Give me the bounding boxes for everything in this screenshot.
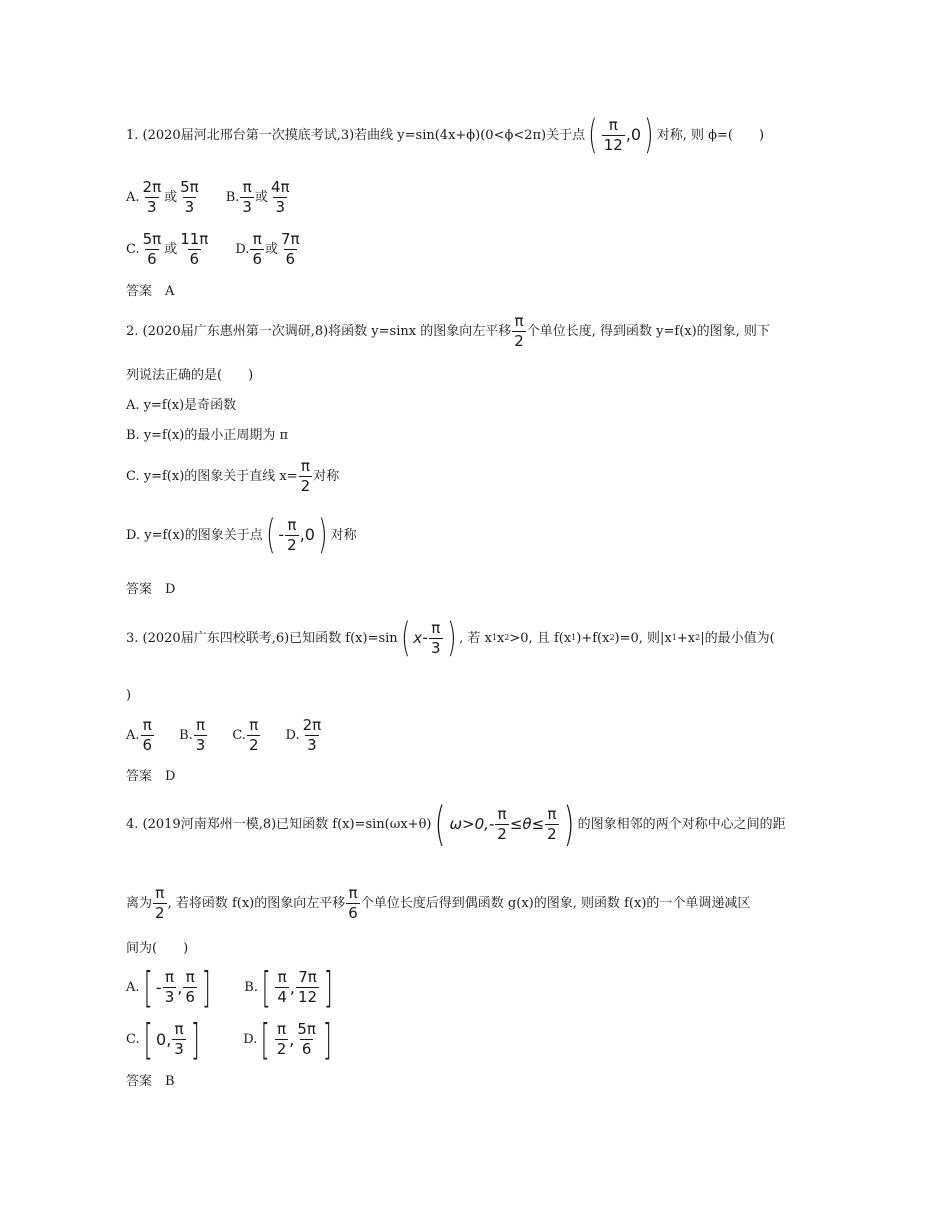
denominator: 2 [514, 332, 524, 350]
denominator: 3 [195, 736, 206, 754]
q1-point-fraction [602, 115, 625, 154]
denominator: 12 [603, 135, 623, 154]
q2-option-d-fraction [285, 515, 299, 554]
subscript: 1 [671, 633, 677, 642]
comma: , [289, 977, 295, 997]
numerator: 7π [298, 968, 317, 987]
denominator: 3 [174, 1040, 184, 1059]
q3-stem-part-d: |的最小值为( [700, 630, 775, 646]
q1-option-c-or: 或 [164, 242, 178, 257]
open-paren: ( [588, 112, 598, 158]
open-paren: ( [435, 797, 446, 851]
q4-cond-fraction1 [495, 807, 509, 842]
denominator: 6 [147, 250, 157, 268]
close-bracket: ] [190, 1015, 200, 1064]
variable-x: x [413, 628, 423, 647]
q3-arg-fraction [429, 618, 443, 657]
denominator: 6 [189, 250, 200, 268]
close-bracket: ] [323, 963, 333, 1012]
subscript: 2 [504, 633, 510, 642]
q4-option-b-label: B. [244, 980, 258, 996]
numerator: 5π [142, 230, 162, 248]
q2-option-d [126, 512, 357, 558]
denominator: 3 [307, 736, 317, 754]
q4-stem-line3: 间为( ) [126, 941, 189, 956]
close-bracket: ] [201, 963, 211, 1012]
close-paren: ) [446, 615, 457, 661]
q4-cond-theta: ≤θ≤ [509, 815, 545, 834]
numerator: 5π [180, 178, 199, 196]
open-bracket: [ [261, 1015, 271, 1064]
q4-option-c-zero: 0 [156, 1029, 167, 1049]
close-paren: ) [644, 112, 654, 158]
q2-option-c-fraction [299, 459, 313, 494]
q1-option-a-or: 或 [164, 190, 178, 205]
denominator: 12 [298, 988, 318, 1007]
numerator: π [514, 312, 524, 330]
numerator: π [164, 968, 174, 987]
open-bracket: [ [143, 963, 153, 1012]
q3-option-b-label: B. [179, 728, 193, 743]
denominator: 3 [242, 198, 252, 216]
numerator: π [431, 618, 441, 637]
q3-option-c-label: C. [232, 728, 246, 743]
comma: , [299, 525, 305, 544]
numerator: π [252, 230, 262, 248]
denominator: 3 [164, 988, 175, 1007]
numerator: π [249, 716, 259, 734]
q1-options-ab [126, 180, 293, 215]
q4-line2-fraction1 [153, 886, 167, 921]
q4-answer: 答案 B [126, 1074, 175, 1089]
q2-option-b: B. y=f(x)的最小正周期为 π [126, 428, 289, 443]
q1-option-d-or: 或 [264, 242, 278, 257]
q1-option-c-label: C. [126, 242, 140, 257]
denominator: 2 [497, 825, 507, 844]
q1-option-c-frac1 [141, 232, 164, 267]
open-bracket: [ [261, 963, 271, 1012]
denominator: 4 [277, 988, 287, 1007]
numerator: 4π [270, 178, 290, 196]
q3-option-d-fraction [301, 718, 324, 753]
numerator: π [300, 457, 310, 475]
numerator: π [348, 884, 358, 902]
denominator: 2 [276, 1040, 287, 1059]
q2-answer: 答案 D [126, 582, 176, 597]
comma: , [177, 977, 183, 997]
q1-point-y: 0 [630, 125, 642, 144]
numerator: π [185, 968, 195, 987]
denominator: 6 [285, 250, 296, 268]
q3-option-a-label: A. [126, 728, 140, 743]
q4-option-b-frac2 [296, 970, 319, 1005]
denominator: 6 [301, 1040, 312, 1059]
q4-options-ab [126, 963, 336, 1012]
q2-option-c-tail: 对称 [313, 469, 340, 484]
close-bracket: ] [322, 1015, 332, 1064]
denominator: 3 [184, 198, 195, 216]
denominator: 2 [287, 535, 297, 554]
q4-options-cd [126, 1015, 335, 1064]
q3-stem-text: 3. (2020届广东四校联考,6)已知函数 f(x)=sin [126, 630, 398, 646]
q1-option-c-frac2 [178, 232, 210, 267]
open-paren: ( [400, 615, 411, 661]
denominator: 2 [547, 825, 557, 844]
numerator: 5π [297, 1020, 316, 1039]
q1-option-d-frac1 [250, 232, 264, 267]
q3-stem-plus-x: +x [676, 630, 696, 646]
q1-option-b-or: 或 [254, 190, 268, 205]
q3-stem-line2: ) [126, 688, 132, 703]
q1-option-a-frac1 [141, 180, 164, 215]
close-paren: ) [318, 512, 328, 558]
numerator: 2π [142, 178, 162, 196]
comma: , [166, 1029, 172, 1049]
q1-option-a-frac2 [178, 180, 201, 215]
denominator: 2 [300, 477, 311, 495]
q4-option-a-label: A. [126, 980, 140, 996]
denominator: 3 [275, 198, 286, 216]
q4-option-d-frac1 [275, 1022, 289, 1057]
q2-option-c-text: C. y=f(x)的图象关于直线 x= [126, 469, 298, 484]
q1-stem [126, 112, 765, 158]
q3-option-d-label: D. [285, 728, 300, 743]
q1-option-a-label: A. [126, 190, 140, 205]
q4-stem [126, 797, 786, 851]
q2-shift-fraction [512, 314, 526, 349]
q3-option-b-fraction [194, 718, 208, 753]
denominator: 3 [430, 638, 441, 657]
comma: , [289, 1029, 295, 1049]
minus-sign: - [422, 628, 428, 647]
minus-sign: - [278, 525, 285, 544]
subscript: 1 [491, 633, 497, 642]
numerator: π [276, 1020, 286, 1039]
q2-option-d-text: D. y=f(x)的图象关于点 [126, 527, 263, 543]
open-bracket: [ [143, 1015, 153, 1064]
q4-cond-omega: ω>0,- [449, 815, 495, 834]
denominator: 2 [248, 736, 259, 754]
denominator: 6 [348, 904, 358, 922]
open-paren: ( [265, 512, 276, 558]
q4-cond-fraction2 [545, 807, 559, 842]
comma: , [625, 125, 631, 144]
numerator: π [155, 884, 165, 902]
numerator: π [174, 1020, 184, 1039]
subscript: 2 [695, 633, 701, 642]
q3-options [126, 718, 324, 753]
q4-line2-text-b: , 若将函数 f(x)的图象向左平移 [167, 896, 346, 911]
q3-stem-fx: )+f(x [576, 630, 610, 646]
q4-line2-text-a: 离为 [126, 896, 153, 911]
q1-answer: 答案 A [126, 284, 175, 299]
q3-option-c-fraction [247, 718, 261, 753]
q4-line2-text-c: 个单位长度后得到偶函数 g(x)的图象, 则函数 f(x)的一个单调递减区 [360, 896, 751, 911]
q1-option-b-label: B. [225, 190, 240, 205]
q3-stem-part-b: >0, 且 f(x [509, 630, 572, 646]
q3-option-a-fraction [141, 718, 155, 753]
q3-stem [126, 615, 775, 661]
q4-option-c-frac [172, 1022, 186, 1057]
numerator: π [242, 178, 252, 196]
q4-option-a-frac1 [163, 970, 177, 1005]
q2-option-a: A. y=f(x)是奇函数 [126, 398, 237, 413]
denominator: 6 [185, 988, 195, 1007]
numerator: 7π [281, 230, 300, 248]
q3-stem-x: x [496, 630, 505, 646]
q3-stem-part-a: , 若 x [459, 630, 492, 646]
q2-option-d-tail: 对称 [330, 527, 357, 543]
subscript: 1 [571, 633, 577, 642]
q4-stem-text: 4. (2019河南郑州一模,8)已知函数 f(x)=sin(ωx+θ) [126, 817, 432, 833]
q1-option-b-frac2 [269, 180, 292, 215]
numerator: π [497, 805, 507, 824]
numerator: 11π [180, 230, 209, 248]
q1-option-d-frac2 [279, 232, 302, 267]
q1-option-d-label: D. [235, 242, 250, 257]
denominator: 6 [252, 250, 262, 268]
q4-option-b-frac1 [275, 970, 289, 1005]
numerator: π [608, 115, 618, 134]
q4-stem-line2 [126, 886, 750, 921]
minus-sign: - [155, 977, 162, 997]
q2-stem-text: 2. (2020届广东惠州第一次调研,8)将函数 y=sinx 的图象向左平移 [126, 324, 512, 339]
close-paren: ) [563, 797, 575, 851]
q1-options-cd [126, 232, 303, 267]
numerator: π [196, 716, 206, 734]
q3-answer: 答案 D [126, 769, 176, 784]
q2-stem-line2: 列说法正确的是( ) [126, 368, 254, 383]
numerator: π [287, 515, 297, 534]
q2-stem [126, 314, 770, 349]
denominator: 6 [142, 736, 153, 754]
q4-option-c-label: C. [126, 1032, 140, 1048]
q4-stem-tail: 的图象相邻的两个对称中心之间的距 [577, 817, 786, 833]
q4-option-a-frac2 [183, 970, 197, 1005]
numerator: π [142, 716, 152, 734]
q4-line2-fraction2 [346, 886, 360, 921]
numerator: π [547, 805, 557, 824]
denominator: 2 [155, 904, 165, 922]
q2-option-d-y: 0 [304, 525, 315, 544]
q3-stem-part-c: )=0, 则|x [614, 630, 672, 646]
q4-option-d-label: D. [243, 1032, 258, 1048]
q1-option-b-frac1 [240, 180, 254, 215]
q1-stem-tail: 对称, 则 ϕ=( ) [656, 127, 765, 143]
q2-option-c [126, 459, 339, 494]
denominator: 3 [147, 198, 157, 216]
q2-stem-tail: 个单位长度, 得到函数 y=f(x)的图象, 则下 [526, 324, 770, 339]
q1-stem-text: 1. (2020届河北邢台第一次摸底考试,3)若曲线 y=sin(4x+ϕ)(0<ϕ<2π)关于点 [126, 127, 586, 143]
numerator: π [277, 968, 287, 987]
numerator: 2π [302, 716, 322, 734]
subscript: 2 [609, 633, 615, 642]
q4-option-d-frac2 [295, 1022, 318, 1057]
